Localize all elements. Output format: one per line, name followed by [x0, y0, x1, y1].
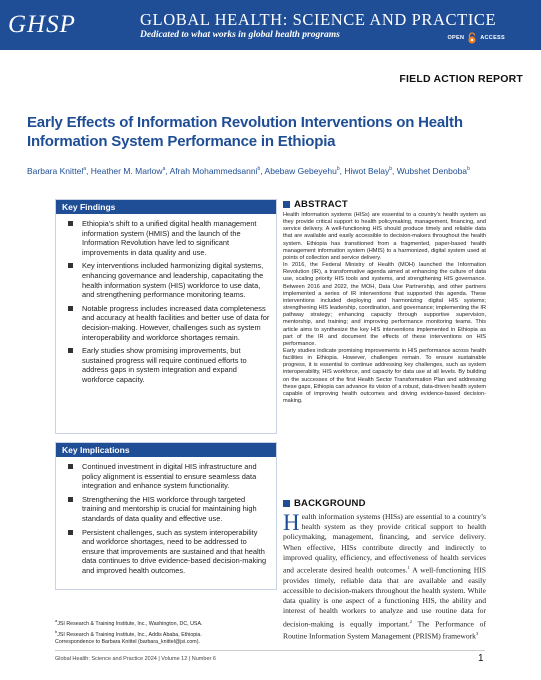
section-square-icon [283, 500, 290, 507]
footnote-b: $^b$JSI Research & Training Institute, Inc., Addis Ababa, Ethiopia. [55, 628, 202, 638]
author-affiliation-mark: b [467, 166, 470, 172]
key-findings-heading: Key Findings [56, 200, 276, 214]
journal-tagline: Dedicated to what works in global health programs [140, 30, 340, 40]
open-access-label-part: ACCESS [480, 35, 505, 41]
logo-text: GHSP [8, 11, 76, 38]
article-title: Early Effects of Information Revolution Interventions on Health Information System Performance in Ethiopia [27, 114, 463, 150]
background-body: Health information systems (HISs) are essential to a country’s health system as they provide critical support to health policymaking, management, financing, and service delivery. When effective, HISs contribute directly and indirectly to improved quality, efficiency, and effectiveness of health services and accelerate desired health outcomes.$^1$ A well-functioning HIS provides timely, reliable data that are available and easily accessible to decision-makers throughout the health system. While data quality is one aspect of a functioning HIS, the ability and interest of health workers to analyze and use routine data for decision-making is equally important.$^2$ The Performance of Routine Information System Management (PRISM) framework$^3$ [283, 510, 486, 641]
abstract-heading [283, 199, 348, 210]
journal-logo [8, 7, 76, 43]
open-access-badge [447, 32, 505, 44]
background-heading-label: BACKGROUND [294, 498, 366, 509]
author-name: Abebaw Gebeyehu [264, 165, 337, 176]
open-access-lock-icon [467, 32, 477, 44]
bullet-square-icon [68, 497, 73, 502]
footnote-a: $^a$JSI Research & Training Institute, Inc., Washington, DC, USA. [55, 618, 203, 627]
author-list: Barbara Knittel$^a$, Heather M. Marlow$^a$, Afrah Mohammedsanni$^b$, Abebaw Gebeyehu$^b$, Hiwot Belay$^b$, Wubshet Denboba$^b$ [27, 165, 470, 176]
author-name: Afrah Mohammedsanni [169, 165, 258, 176]
author-name: Hiwot Belay [344, 165, 390, 176]
author-affiliation-mark: b [336, 166, 340, 172]
open-access-label-part: OPEN [447, 35, 465, 41]
citation-ref[interactable]: 1 [407, 565, 410, 571]
abstract-body [283, 212, 486, 405]
abstract-heading-label: ABSTRACT [294, 199, 348, 210]
key-finding-item: Ethiopia’s shift to a unified digital health management information system (HMIS) and the launch of the Information Revolution have led to significant improvements in data quality and use. [66, 219, 270, 257]
key-finding-item: Key interventions included harmonizing digital systems, enhancing governance and leadership, capacitating the health information system (HIS) workforce to use data, and strengthening performance monitoring teams. [66, 261, 270, 299]
key-implication-item: Persistent challenges, such as system interoperability and workforce shortages, need to be addressed to ensure that improvements are sustained and that health data continues to drive evidence-based decision-making and improved health outcomes. [66, 528, 270, 576]
key-implications-box [55, 442, 277, 590]
journal-banner [0, 0, 541, 50]
bullet-square-icon [68, 530, 73, 535]
section-square-icon [283, 201, 290, 208]
bullet-square-icon [68, 348, 73, 353]
author-name: Wubshet Denboba [396, 165, 468, 176]
author-affiliation-mark: a [162, 166, 166, 172]
key-findings-list [56, 214, 276, 385]
background-heading [283, 498, 366, 509]
bullet-square-icon [68, 464, 73, 469]
key-implications-heading: Key Implications [56, 443, 276, 457]
key-finding-item: Early studies show promising improvements, but sustained progress will require continued efforts to address gaps in system integration and expand workforce capacity. [66, 346, 270, 384]
author-name: Barbara Knittel [27, 165, 84, 176]
drop-cap: H [283, 510, 300, 535]
author-affiliation-mark: b [257, 166, 261, 172]
author-affiliation-mark: b [389, 166, 393, 172]
page-number: 1 [478, 653, 484, 664]
abstract-paragraph: Early studies indicate promising improvements in HIS performance across health facilities in Ethiopia. However, challenges remain. To ensure sustainable progress, it is essential to continue addressing key challenges, such as system interoperability, HIS workforce, and capacity for data use at all levels. By building on the successes of the first Health Sector Transformation Plan and addressing these gaps, Ethiopia can advance its vision of a robust, data-driven health system capable of improving health outcomes and driving evidence-based decision-making. [283, 347, 486, 405]
bullet-square-icon [68, 221, 73, 226]
abstract-paragraph: Health information systems (HISs) are essential to a country’s health system as they provide critical support to health policymaking, management, financing, and service delivery. A well-functioning HIS should produce timely and reliable data that are available and easily accessible to decision-makers throughout the health system. Ethiopia has transitioned from a fragmented, paper-based health management information system (HMIS) to a harmonized, digital system used at points of collection and service delivery. [283, 212, 486, 261]
key-findings-box [55, 199, 277, 434]
key-finding-item: Notable progress includes increased data completeness and accuracy at health facilities and better use of data for decision-making. However, challenges such as system interoperability and workforce shortages remain. [66, 304, 270, 342]
bullet-square-icon [68, 306, 73, 311]
correspondence-note: Correspondence to Barbara Knittel (barbara_knittel@jsi.com). [55, 638, 200, 645]
key-implication-item: Strengthening the HIS workforce through targeted training and mentorship is crucial for maintaining high standards of data quality and effective use. [66, 495, 270, 524]
citation-ref[interactable]: 2 [409, 618, 412, 624]
key-implication-item: Continued investment in digital HIS infrastructure and policy alignment is essential to ensure seamless data integration and enhance system functionality. [66, 462, 270, 491]
author-affiliation-mark: a [83, 166, 87, 172]
affiliation-footnotes [55, 617, 277, 646]
footer-divider [55, 650, 485, 651]
key-implications-list [56, 457, 276, 576]
author-name: Heather M. Marlow [90, 165, 163, 176]
footer-citation: Global Health: Science and Practice 2024 | Volume 12 | Number 6 [55, 656, 216, 662]
journal-title: GLOBAL HEALTH: SCIENCE AND PRACTICE [140, 10, 497, 29]
citation-ref[interactable]: 3 [475, 631, 479, 637]
bullet-square-icon [68, 263, 73, 268]
report-type: FIELD ACTION REPORT [399, 73, 523, 85]
abstract-paragraph: In 2016, the Federal Ministry of Health (MOH) launched the Information Revolution (IR), a transformative agenda aimed at enhancing the culture of data use, scaling priority HIS tools and systems, and strengthening HIS governance. Between 2016 and 2022, the MOH, Data Use Partnership, and other partners implemented a series of IR interventions that supported this agenda. These interventions included deploying and harmonizing digital HIS systems; strengthening HIS leadership, coordination, and governance; implementing the IR pathway strategy; enhancing capacity through supportive supervision, mentorship, and training; and improving performance monitoring teams. This article aims to synthesize the key HIS interventions implemented in Ethiopia as part of the IR and document the effects of these interventions on HIS performance. [283, 262, 486, 347]
